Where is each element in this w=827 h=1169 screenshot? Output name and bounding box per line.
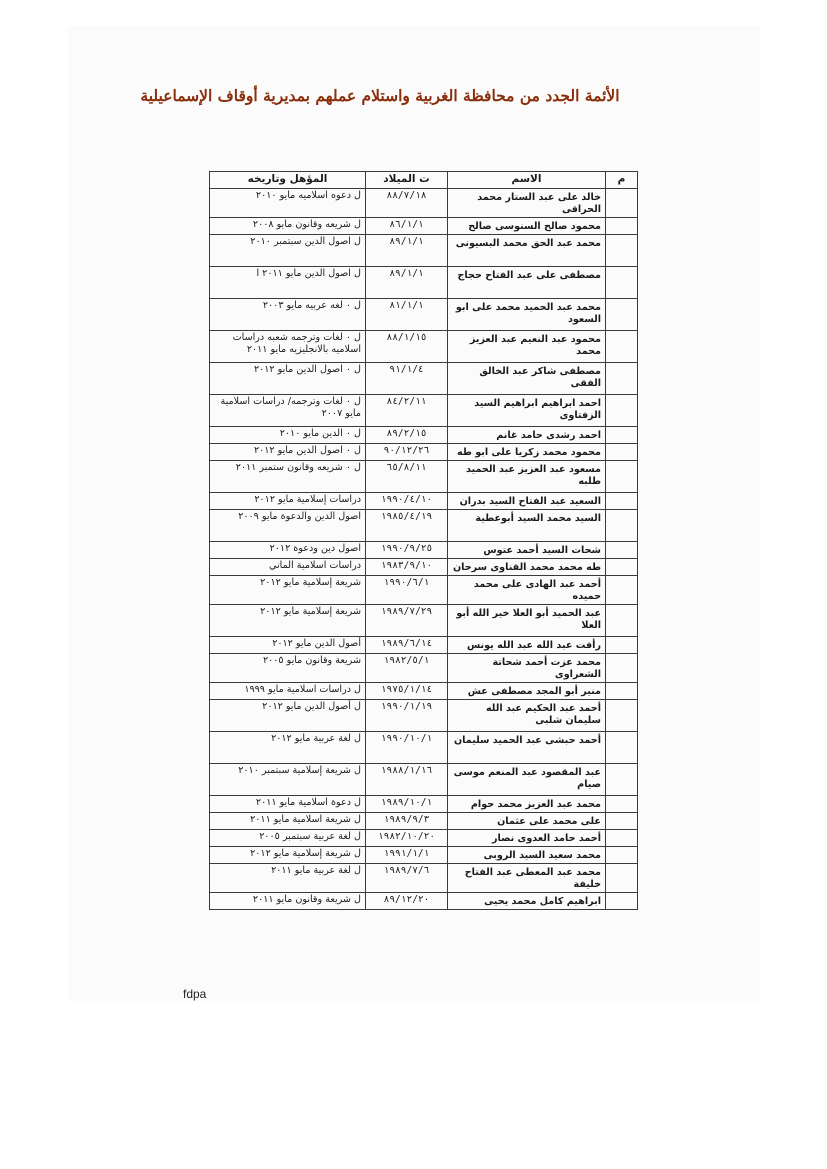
qualification-cell: دراسات إسلامية مايو ٢٠١٢ — [210, 493, 366, 510]
row-number-cell — [606, 813, 638, 830]
name-cell: عبد الحميد أبو العلا خير الله أبو العلا — [448, 605, 606, 637]
name-cell: السيد محمد السيد أبوعطية — [448, 510, 606, 542]
birth-date-cell: ٨٤/٢/١١ — [366, 395, 448, 427]
table-row — [210, 893, 638, 910]
birth-date-cell: ١٩٨٩/٦/١٤ — [366, 637, 448, 654]
birth-date-cell: ١٩٩٠/٩/٢٥ — [366, 542, 448, 559]
birth-date-cell: ١٩٨٢/٥/١ — [366, 654, 448, 683]
header-num: م — [606, 172, 638, 189]
row-number-cell — [606, 363, 638, 395]
qualification-cell: ل ٠ لغات وترجمه/ دراسات اسلامية مايو ٢٠٠٧ — [210, 395, 366, 427]
table-row — [210, 267, 638, 299]
table-row — [210, 542, 638, 559]
name-cell: محمد عبد المعطى عبد الفتاح خليفة — [448, 864, 606, 893]
row-number-cell — [606, 493, 638, 510]
birth-date-cell: ٨٦/١/١ — [366, 218, 448, 235]
row-number-cell — [606, 654, 638, 683]
birth-date-cell: ١٩٨٥/٤/١٩ — [366, 510, 448, 542]
name-cell: شحات السيد أحمد عتوس — [448, 542, 606, 559]
table-row — [210, 218, 638, 235]
row-number-cell — [606, 830, 638, 847]
table-row — [210, 830, 638, 847]
table-row — [210, 732, 638, 764]
table-row — [210, 796, 638, 813]
qualification-cell: ل لغة عربية سبتمبر ٢٠٠٥ — [210, 830, 366, 847]
qualification-cell: ل لغة عربية مايو ٢٠١٢ — [210, 732, 366, 764]
birth-date-cell: ٩٠/١٢/٢٦ — [366, 444, 448, 461]
table-row — [210, 847, 638, 864]
name-cell: أحمد حبشى عبد الحميد سليمان — [448, 732, 606, 764]
qualification-cell: ل ٠ لغه عربيه مايو ٢٠٠٣ — [210, 299, 366, 331]
qualification-cell: ل اصول الدين مايو ٢٠١١ ا — [210, 267, 366, 299]
birth-date-cell: ١٩٨٩/١٠/١ — [366, 796, 448, 813]
table-row — [210, 764, 638, 796]
row-number-cell — [606, 576, 638, 605]
birth-date-cell: ١٩٩٠/٤/١٠ — [366, 493, 448, 510]
name-cell: طه محمد محمد القناوى سرحان — [448, 559, 606, 576]
header-dob: ت الميلاد — [366, 172, 448, 189]
row-number-cell — [606, 395, 638, 427]
row-number-cell — [606, 510, 638, 542]
name-cell: احمد رشدى حامد غانم — [448, 427, 606, 444]
birth-date-cell: ٨٩/١٢/٢٠ — [366, 893, 448, 910]
name-cell: أحمد عبد الهادى على محمد حميده — [448, 576, 606, 605]
table-row — [210, 444, 638, 461]
table-row — [210, 605, 638, 637]
document-title: الأئمة الجدد من محافظة الغربية واستلام عملهم بمديرية أوقاف الإسماعيلية — [140, 86, 620, 105]
name-cell: أحمد عبد الحكيم عبد الله سليمان شلبى — [448, 700, 606, 732]
name-cell: أحمد حامد العدوى نصار — [448, 830, 606, 847]
row-number-cell — [606, 893, 638, 910]
birth-date-cell: ١٩٨٢/١٠/٢٠ — [366, 830, 448, 847]
birth-date-cell: ٨٨/٧/١٨ — [366, 189, 448, 218]
qualification-cell: ل ٠ اصول الدين مايو ٢٠١٢ — [210, 444, 366, 461]
name-cell: محمود عبد النعيم عبد العزيز محمد — [448, 331, 606, 363]
table-row — [210, 299, 638, 331]
qualification-cell: شريعة إسلامية مايو ٢٠١٢ — [210, 605, 366, 637]
birth-date-cell: ٦٥/٨/١١ — [366, 461, 448, 493]
qualification-cell: ل شريعة اسلامية مايو ٢٠١١ — [210, 813, 366, 830]
qualification-cell: شريعة وقانون مايو ٢٠٠٥ — [210, 654, 366, 683]
name-cell: السعيد عبد الفتاح السيد بدران — [448, 493, 606, 510]
name-cell: محمد سعيد السيد الروبى — [448, 847, 606, 864]
imams-table — [209, 171, 638, 910]
name-cell: مصطفى شاكر عبد الخالق الفقى — [448, 363, 606, 395]
row-number-cell — [606, 605, 638, 637]
table-row — [210, 576, 638, 605]
qualification-cell: ل شريعة إسلامية مايو ٢٠١٢ — [210, 847, 366, 864]
name-cell: محمود محمد زكريا على ابو طه — [448, 444, 606, 461]
name-cell: على محمد على عثمان — [448, 813, 606, 830]
table-row — [210, 461, 638, 493]
row-number-cell — [606, 559, 638, 576]
table-row — [210, 395, 638, 427]
birth-date-cell: ٨٩/١/١ — [366, 235, 448, 267]
table-row — [210, 813, 638, 830]
table-row — [210, 654, 638, 683]
birth-date-cell: ٨٨/١/١٥ — [366, 331, 448, 363]
qualification-cell: ل ٠ اصول الدين مايو ٢٠١٢ — [210, 363, 366, 395]
qualification-cell: ل أصول الدين مايو ٢٠١٢ — [210, 700, 366, 732]
birth-date-cell: ٩١/١/٤ — [366, 363, 448, 395]
name-cell: محمود صالح السنوسى صالح — [448, 218, 606, 235]
row-number-cell — [606, 189, 638, 218]
birth-date-cell: ٨٩/٢/١٥ — [366, 427, 448, 444]
qualification-cell: دراسات اسلامية الماني — [210, 559, 366, 576]
table-row — [210, 189, 638, 218]
name-cell: ابراهيم كامل محمد يحيى — [448, 893, 606, 910]
row-number-cell — [606, 683, 638, 700]
birth-date-cell: ١٩٨٩/٧/٢٩ — [366, 605, 448, 637]
birth-date-cell: ١٩٨٣/٩/١٠ — [366, 559, 448, 576]
table-row — [210, 700, 638, 732]
birth-date-cell: ١٩٧٥/١/١٤ — [366, 683, 448, 700]
row-number-cell — [606, 764, 638, 796]
row-number-cell — [606, 796, 638, 813]
row-number-cell — [606, 427, 638, 444]
row-number-cell — [606, 235, 638, 267]
name-cell: محمد عزت أحمد شحاتة الشعراوى — [448, 654, 606, 683]
name-cell: عبد المقصود عبد المنعم موسى صيام — [448, 764, 606, 796]
row-number-cell — [606, 542, 638, 559]
table-row — [210, 637, 638, 654]
qualification-cell: اصول الدين والدعوة مايو ٢٠٠٩ — [210, 510, 366, 542]
qualification-cell: ل شريعه وقانون مايو ٢٠٠٨ — [210, 218, 366, 235]
table-row — [210, 559, 638, 576]
name-cell: احمد ابراهيم ابراهيم السيد الزفتاوى — [448, 395, 606, 427]
table-row — [210, 864, 638, 893]
qualification-cell: أصول الدين مايو ٢٠١٢ — [210, 637, 366, 654]
birth-date-cell: ١٩٩٠/٦/١ — [366, 576, 448, 605]
table-row — [210, 235, 638, 267]
name-cell: منير أبو المجد مصطفى عش — [448, 683, 606, 700]
header-name: الاسم — [448, 172, 606, 189]
qualification-cell: شريعة إسلامية مايو ٢٠١٢ — [210, 576, 366, 605]
table-row — [210, 427, 638, 444]
qualification-cell: ل دراسات اسلامية مايو ١٩٩٩ — [210, 683, 366, 700]
birth-date-cell: ١٩٨٩/٧/٦ — [366, 864, 448, 893]
qualification-cell: ل ٠ لغات وترجمه شعبه دراسات اسلاميه بالانجليزيه مايو ٢٠١١ — [210, 331, 366, 363]
name-cell: مصطفى على عبد الفتاح حجاج — [448, 267, 606, 299]
table-header-row — [210, 172, 638, 189]
name-cell: محمد عبد العزيز محمد حوام — [448, 796, 606, 813]
birth-date-cell: ١٩٨٩/٩/٣ — [366, 813, 448, 830]
table-row — [210, 363, 638, 395]
table-row — [210, 493, 638, 510]
qualification-cell: ل شريعة وقانون مايو ٢٠١١ — [210, 893, 366, 910]
row-number-cell — [606, 461, 638, 493]
row-number-cell — [606, 847, 638, 864]
birth-date-cell: ١٩٨٨/١/١٦ — [366, 764, 448, 796]
birth-date-cell: ٨٩/١/١ — [366, 267, 448, 299]
row-number-cell — [606, 299, 638, 331]
table-body — [210, 189, 638, 910]
birth-date-cell: ١٩٩٠/١/١٩ — [366, 700, 448, 732]
row-number-cell — [606, 864, 638, 893]
qualification-cell: ل دعوة اسلامية مايو ٢٠١١ — [210, 796, 366, 813]
table-row — [210, 331, 638, 363]
name-cell: رأفت عبد الله عبد الله يونس — [448, 637, 606, 654]
birth-date-cell: ١٩٩٠/١٠/١ — [366, 732, 448, 764]
table-row — [210, 683, 638, 700]
row-number-cell — [606, 444, 638, 461]
row-number-cell — [606, 331, 638, 363]
qualification-cell: ل شريعة إسلامية سبتمبر ٢٠١٠ — [210, 764, 366, 796]
row-number-cell — [606, 267, 638, 299]
qualification-cell: ل اصول الدين سبتمبر ٢٠١٠ — [210, 235, 366, 267]
row-number-cell — [606, 700, 638, 732]
name-cell: محمد عبد الحق محمد البسيونى — [448, 235, 606, 267]
footer-mark: fdpa — [183, 987, 207, 1001]
birth-date-cell: ١٩٩١/١/١ — [366, 847, 448, 864]
row-number-cell — [606, 732, 638, 764]
qualification-cell: ل دعوه اسلاميه مايو ٢٠١٠ — [210, 189, 366, 218]
name-cell: محمد عبد الحميد محمد على ابو السعود — [448, 299, 606, 331]
row-number-cell — [606, 637, 638, 654]
qualification-cell: ل ٠ شريعه وقانون ستمبر ٢٠١١ — [210, 461, 366, 493]
table-row — [210, 510, 638, 542]
header-qualification: المؤهل وتاريخه — [210, 172, 366, 189]
qualification-cell: ل لغة عربية مايو ٢٠١١ — [210, 864, 366, 893]
qualification-cell: ل ٠ الدين مايو ٢٠١٠ — [210, 427, 366, 444]
name-cell: مسعود عبد العزيز عبد الحميد طلبه — [448, 461, 606, 493]
qualification-cell: اصول دين ودعوة ٢٠١٢ — [210, 542, 366, 559]
row-number-cell — [606, 218, 638, 235]
birth-date-cell: ٨١/١/١ — [366, 299, 448, 331]
name-cell: خالد على عبد الستار محمد الحراقى — [448, 189, 606, 218]
